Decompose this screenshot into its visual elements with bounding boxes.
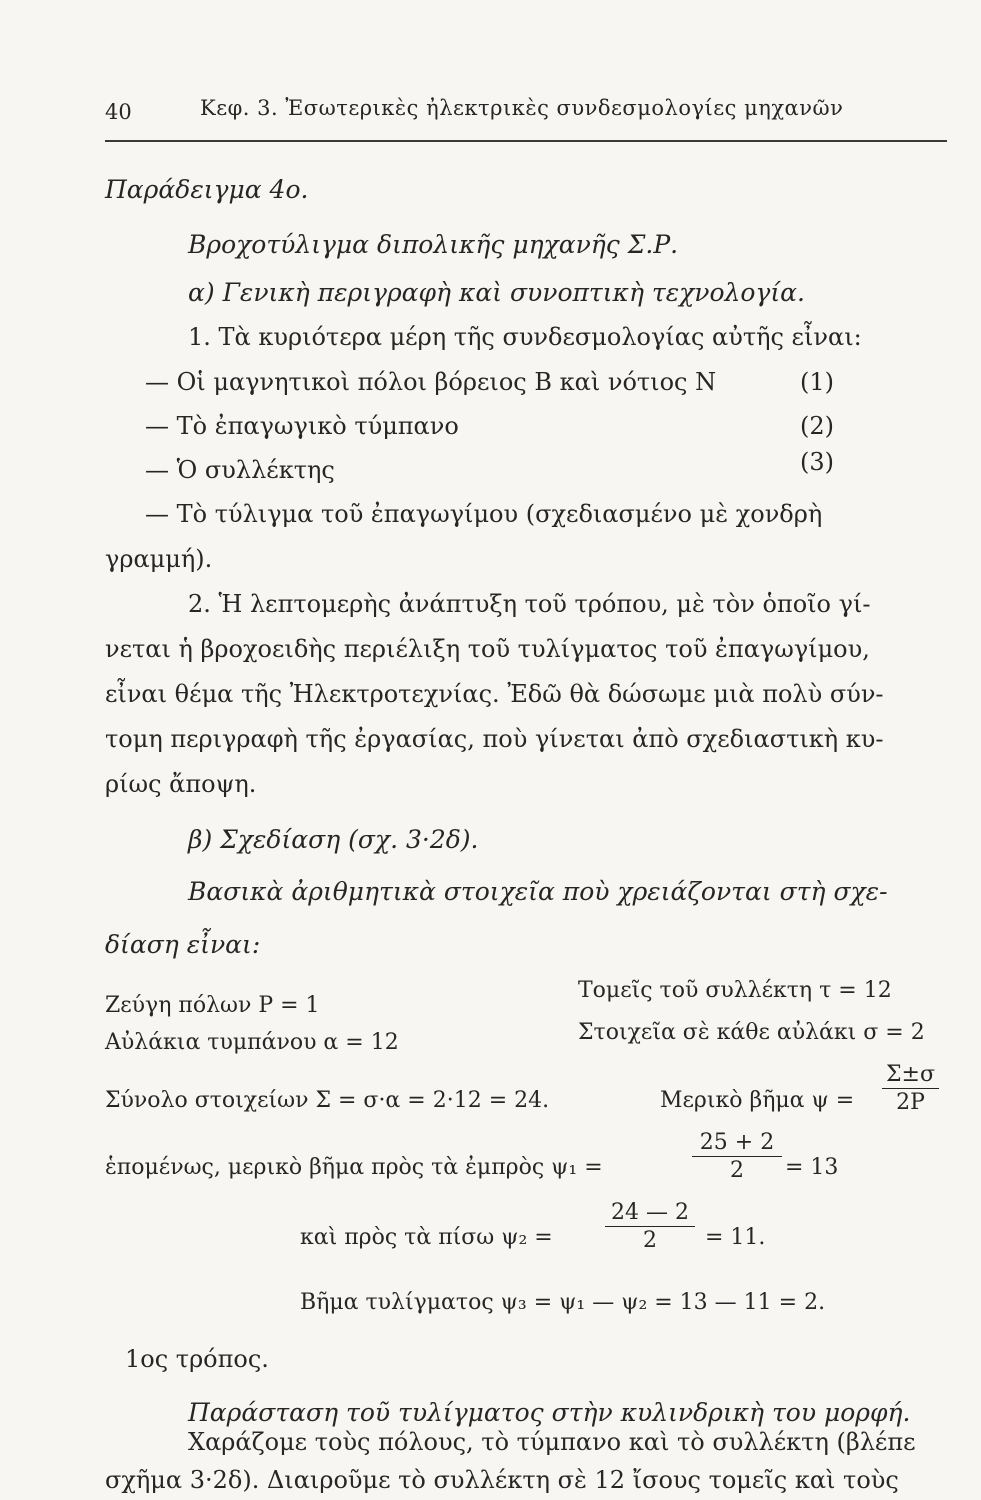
- fraction-numerator: 24 — 2: [611, 1200, 689, 1225]
- subject-title: Βροχοτύλιγμα διπολικῆς μηχανῆς Σ.Ρ.: [188, 230, 679, 259]
- basic-data-heading: δίαση εἶναι:: [105, 930, 261, 959]
- eq-forward-fraction: [692, 1130, 782, 1183]
- list-item-ref: (2): [800, 412, 834, 440]
- winding-step: Βῆμα τυλίγματος ψ₃ = ψ₁ — ψ₂ = 13 — 11 = 2.: [300, 1290, 826, 1315]
- fraction-denominator: 2: [730, 1158, 744, 1183]
- list-item: — Τὸ ἐπαγωγικὸ τύμπανο: [145, 412, 459, 440]
- page-number: 40: [105, 100, 132, 124]
- para2-line: 2. Ἡ λεπτομερὴς ἀνάπτυξη τοῦ τρόπου, μὲ τὸν ὁποῖο γί-: [188, 590, 871, 618]
- fraction-bar: [692, 1156, 782, 1157]
- param-slots: Αὐλάκια τυμπάνου α = 12: [105, 1030, 399, 1055]
- list-item: — Οἱ μαγνητικοὶ πόλοι βόρειος Β καὶ νότιος Ν: [145, 368, 717, 396]
- partial-step-fraction: [882, 1062, 939, 1115]
- para2-line: εἶναι θέμα τῆς Ἠλεκτροτεχνίας. Ἐδῶ θὰ δώσωμε μιὰ πολὺ σύν-: [105, 680, 884, 708]
- fraction-numerator: 25 + 2: [699, 1130, 775, 1155]
- list-item: — Ὁ συλλέκτης: [145, 456, 335, 484]
- eq-back-fraction: [605, 1200, 695, 1253]
- para2-line: νεται ἡ βροχοειδὴς περιέλιξη τοῦ τυλίγματος τοῦ ἐπαγωγίμου,: [105, 635, 870, 663]
- section-b-heading: β) Σχεδίαση (σχ. 3·2δ).: [188, 825, 479, 854]
- final-para-line: σχῆμα 3·2δ). Διαιροῦμε τὸ συλλέκτη σὲ 12 ἴσους τομεῖς καὶ τοὺς: [105, 1466, 899, 1494]
- fraction-bar: [605, 1226, 695, 1227]
- list-item-ref: (3): [800, 448, 834, 476]
- fraction-bar: [882, 1088, 939, 1089]
- param-total-elements: Σύνολο στοιχείων Σ = σ·α = 2·12 = 24.: [105, 1088, 550, 1113]
- running-title: Κεφ. 3. Ἐσωτερικὲς ἠλεκτρικὲς συνδεσμολογίες μηχανῶν: [200, 96, 844, 120]
- para2-line: τομη περιγραφὴ τῆς ἐργασίας, ποὺ γίνεται ἀπὸ σχεδιαστικὴ κυ-: [105, 725, 884, 753]
- example-heading: Παράδειγμα 4ο.: [105, 175, 309, 204]
- section-a-heading: α) Γενικὴ περιγραφὴ καὶ συνοπτικὴ τεχνολογία.: [188, 278, 805, 307]
- param-elements-per-slot: Στοιχεῖα σὲ κάθε αὐλάκι σ = 2: [578, 1020, 925, 1045]
- param-commutator-sectors: Τομεῖς τοῦ συλλέκτη τ = 12: [578, 978, 892, 1003]
- representation-heading: Παράσταση τοῦ τυλίγματος στὴν κυλινδρικὴ του μορφή.: [188, 1398, 911, 1427]
- fraction-denominator: 2Ρ: [896, 1090, 925, 1115]
- basic-data-heading: Βασικὰ ἀριθμητικὰ στοιχεῖα ποὺ χρειάζονται στὴ σχε-: [188, 877, 888, 906]
- list-item: — Τὸ τύλιγμα τοῦ ἐπαγωγίμου (σχεδιασμένο μὲ χονδρὴ: [145, 500, 823, 528]
- list-item-tail: γραμμή).: [105, 545, 213, 573]
- fraction-denominator: 2: [643, 1228, 657, 1253]
- partial-step-label: Μερικὸ βῆμα ψ =: [660, 1088, 855, 1113]
- method-heading: 1ος τρόπος.: [125, 1345, 269, 1373]
- eq-back-result: = 11.: [705, 1225, 766, 1250]
- final-para-line: Χαράζομε τοὺς πόλους, τὸ τύμπανο καὶ τὸ συλλέκτη (βλέπε: [188, 1428, 916, 1456]
- para2-line: ρίως ἄποψη.: [105, 770, 257, 798]
- list-item-ref: (1): [800, 368, 834, 396]
- eq-back-label: καὶ πρὸς τὰ πίσω ψ₂ =: [300, 1225, 553, 1250]
- fraction-numerator: Σ±σ: [886, 1062, 936, 1087]
- eq-forward-label: ἑπομένως, μερικὸ βῆμα πρὸς τὰ ἐμπρὸς ψ₁ =: [105, 1155, 603, 1180]
- header-rule: [105, 140, 947, 142]
- para1-intro: 1. Τὰ κυριότερα μέρη τῆς συνδεσμολογίας αὐτῆς εἶναι:: [188, 323, 862, 351]
- param-pole-pairs: Ζεύγη πόλων Ρ = 1: [105, 993, 320, 1018]
- eq-forward-result: = 13: [785, 1155, 839, 1180]
